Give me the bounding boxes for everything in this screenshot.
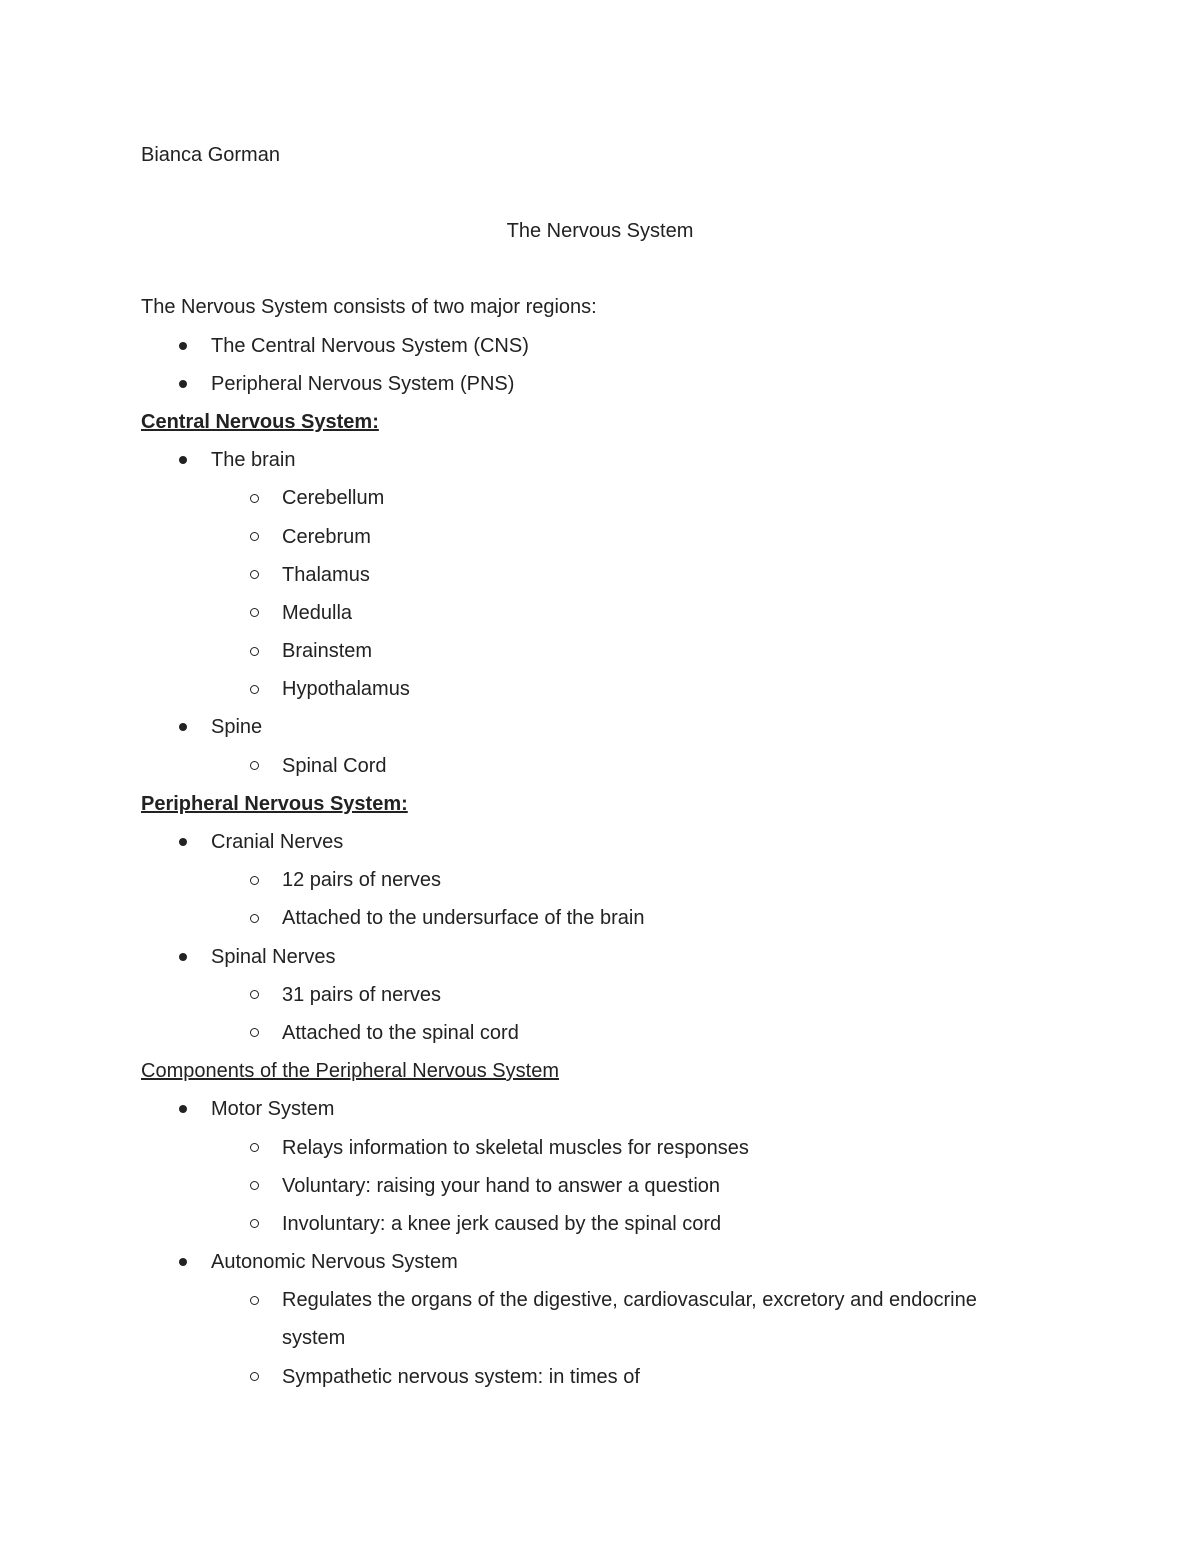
document-title: The Nervous System: [506, 220, 694, 243]
circle-bullet-icon: [250, 990, 259, 999]
circle-bullet-icon: [250, 1372, 259, 1381]
sub-list-item: Cerebellum: [141, 479, 1061, 517]
circle-bullet-icon: [250, 914, 259, 923]
bullet-icon: [179, 723, 187, 731]
sub-list-item: Relays information to skeletal muscles for responses: [141, 1129, 1061, 1167]
list-item: Motor System: [141, 1090, 1061, 1128]
circle-bullet-icon: [250, 1181, 259, 1190]
circle-bullet-icon: [250, 761, 259, 770]
circle-bullet-icon: [250, 647, 259, 656]
sub-list-item: Sympathetic nervous system: in times of: [141, 1358, 1061, 1396]
circle-bullet-icon: [250, 570, 259, 579]
circle-bullet-icon: [250, 1219, 259, 1228]
author-name: Bianca Gorman: [141, 144, 280, 166]
sub-list-item-continuation: system: [282, 1327, 346, 1350]
components-heading: Components of the Peripheral Nervous System: [141, 1060, 559, 1083]
sub-list-item: Cerebrum: [141, 518, 1061, 556]
list-item: Peripheral Nervous System (PNS): [141, 365, 1061, 403]
circle-bullet-icon: [250, 1296, 259, 1305]
circle-bullet-icon: [250, 685, 259, 694]
sub-list-item: Brainstem: [141, 632, 1061, 670]
sub-list-item: Regulates the organs of the digestive, cardiovascular, excretory and endocrine: [141, 1281, 1061, 1319]
sub-list-item: Voluntary: raising your hand to answer a question: [141, 1167, 1061, 1205]
list-item: The brain: [141, 441, 1061, 479]
circle-bullet-icon: [250, 876, 259, 885]
bullet-icon: [179, 456, 187, 464]
sub-list-item: Thalamus: [141, 556, 1061, 594]
sub-list-item: Spinal Cord: [141, 747, 1061, 785]
circle-bullet-icon: [250, 494, 259, 503]
list-item: Spinal Nerves: [141, 938, 1061, 976]
bullet-icon: [179, 1105, 187, 1113]
sub-list-item: Attached to the undersurface of the brain: [141, 899, 1061, 937]
sub-list-item: Medulla: [141, 594, 1061, 632]
sub-list-item: Hypothalamus: [141, 670, 1061, 708]
sub-list-item: Involuntary: a knee jerk caused by the spinal cord: [141, 1205, 1061, 1243]
bullet-icon: [179, 1258, 187, 1266]
sub-list-item: 12 pairs of nerves: [141, 861, 1061, 899]
intro-text: The Nervous System consists of two major regions:: [141, 296, 597, 319]
circle-bullet-icon: [250, 532, 259, 541]
pns-heading: Peripheral Nervous System:: [141, 792, 408, 815]
circle-bullet-icon: [250, 1028, 259, 1037]
document-page: [141, 136, 1061, 1396]
cns-heading: Central Nervous System:: [141, 410, 379, 433]
circle-bullet-icon: [250, 1143, 259, 1152]
list-item: Spine: [141, 708, 1061, 746]
bullet-icon: [179, 342, 187, 350]
bullet-icon: [179, 838, 187, 846]
sub-list-item: Attached to the spinal cord: [141, 1014, 1061, 1052]
sub-list-item: 31 pairs of nerves: [141, 976, 1061, 1014]
circle-bullet-icon: [250, 608, 259, 617]
bullet-icon: [179, 953, 187, 961]
list-item: The Central Nervous System (CNS): [141, 327, 1061, 365]
list-item: Autonomic Nervous System: [141, 1243, 1061, 1281]
list-item: Cranial Nerves: [141, 823, 1061, 861]
bullet-icon: [179, 380, 187, 388]
